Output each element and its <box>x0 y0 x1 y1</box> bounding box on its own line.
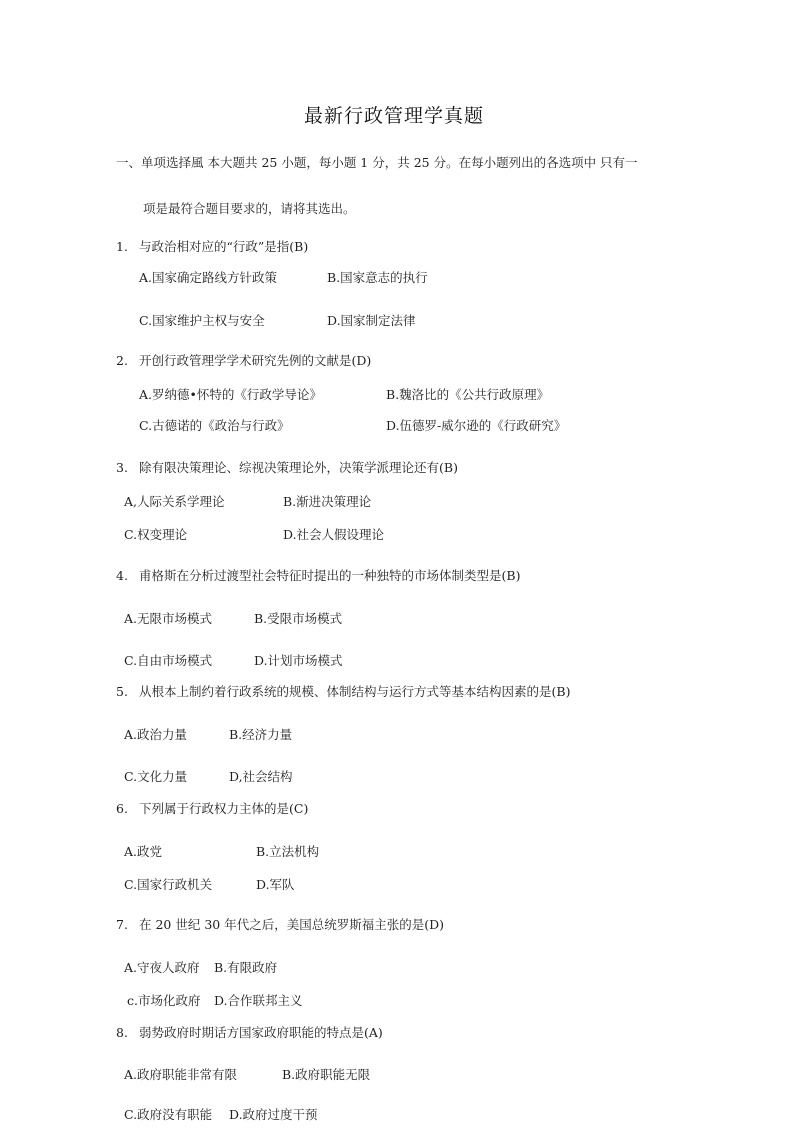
question-number: 8. <box>116 1025 128 1040</box>
question-number: 1. <box>116 239 128 254</box>
question-text: 从根本上制约着行政系统的规模、体制结构与运行方式等基本结构因素的是(B) <box>139 684 571 699</box>
option-d: D.计划市场模式 <box>254 653 343 668</box>
option-d: D,社会结构 <box>229 769 293 784</box>
question-text: 甫格斯在分析过渡型社会特征时提出的一种独特的市场体制类型是(B) <box>139 568 521 583</box>
question-text: 与政治相对应的“行政”是指(B) <box>139 239 309 254</box>
option-a: A,人际关系学理论 <box>124 494 225 509</box>
question-number: 6. <box>116 801 128 816</box>
section-instructions-line1: 一、单项选择風 本大题共 25 小题，每小题 1 分，共 25 分。在每小题列出的各选项中 只有一 <box>116 155 638 170</box>
option-b: B.渐进决策理论 <box>283 494 372 509</box>
question-text: 在 20 世纪 30 年代之后，美国总统罗斯福主张的是(D) <box>139 917 444 932</box>
question-number: 7. <box>116 917 128 932</box>
option-b: B.国家意志的执行 <box>327 270 428 285</box>
option-a: A.守夜人政府 <box>124 960 200 975</box>
question-text: 除有限决策理论、综视决策理论外，决策学派理论还有(B) <box>139 460 458 475</box>
option-a: A.政党 <box>124 844 163 859</box>
option-c: C.政府没有职能 <box>124 1107 213 1122</box>
option-c: C.文化力量 <box>124 769 188 784</box>
question-text: 下列属于行政权力主体的是(C) <box>139 801 309 816</box>
option-c: C.权变理论 <box>124 527 188 542</box>
option-a: A.无限市场模式 <box>124 611 213 626</box>
question-number: 2. <box>116 353 128 368</box>
option-c: C.国家行政机关 <box>124 877 213 892</box>
section-instructions-line2: 项是最符合题目要求的，请将其选出。 <box>143 201 356 216</box>
page-title: 最新行政管理学真题 <box>304 105 485 127</box>
question-number: 4. <box>116 568 128 583</box>
question-text: 开创行政管理学学术研究先例的文献是(D) <box>139 353 372 368</box>
option-d: D.社会人假设理论 <box>283 527 385 542</box>
option-b: B.有限政府 <box>214 960 278 975</box>
option-d: D.合作联邦主义 <box>214 993 303 1008</box>
option-a: A.国家确定路线方针政策 <box>139 270 278 285</box>
option-d: D.政府过度干预 <box>229 1107 318 1122</box>
option-a: A.政府职能非常有限 <box>124 1067 238 1082</box>
option-d: D.伍德罗-威尔逊的《行政研究》 <box>386 418 567 433</box>
question-number: 5. <box>116 684 128 699</box>
option-c: C.国家维护主权与安全 <box>139 313 265 328</box>
option-c: C.古德诺的《政治与行政》 <box>139 418 290 433</box>
option-a: A.罗纳德•怀特的《行政学导论》 <box>139 387 322 402</box>
option-d: D.军队 <box>256 877 295 892</box>
option-a: A.政治力量 <box>124 727 188 742</box>
question-text: 弱势政府时期话方国家政府职能的特点是(A) <box>139 1025 383 1040</box>
option-b: B.立法机构 <box>256 844 320 859</box>
option-b: B.受限市场模式 <box>254 611 343 626</box>
option-b: B.魏洛比的《公共行政原理》 <box>386 387 550 402</box>
option-d: D.国家制定法律 <box>327 313 416 328</box>
option-c: C.自由市场模式 <box>124 653 213 668</box>
question-number: 3. <box>116 460 128 475</box>
option-b: B.政府职能无限 <box>282 1067 371 1082</box>
option-c: c.市场化政府 <box>127 993 201 1008</box>
option-b: B.经济力量 <box>229 727 293 742</box>
